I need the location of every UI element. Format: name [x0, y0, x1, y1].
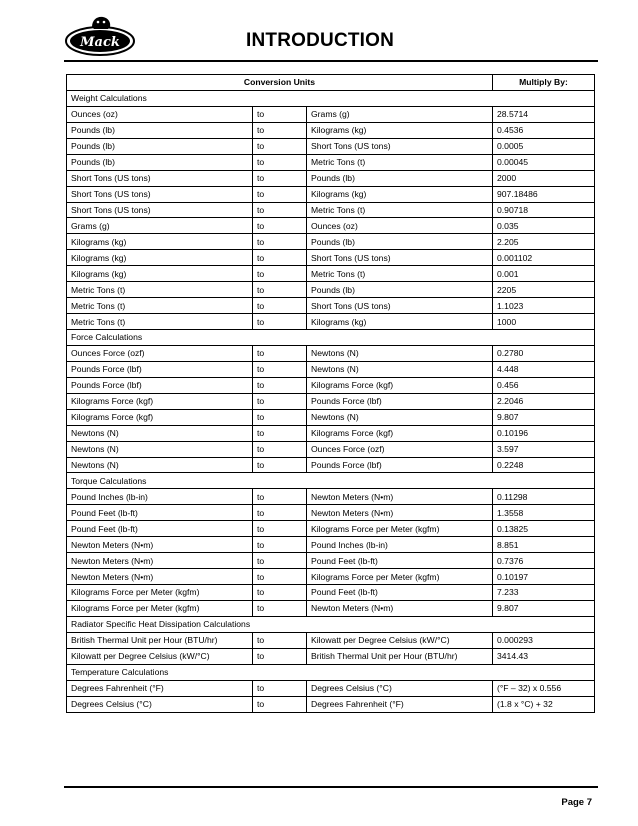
conversion-table — [66, 74, 595, 713]
to-cell: to — [253, 632, 307, 648]
from-unit-cell: Newton Meters (N•m) — [67, 553, 253, 569]
multiply-factor-cell: 1000 — [493, 314, 595, 330]
table-row — [67, 553, 595, 569]
page-number: Page 7 — [561, 797, 592, 808]
to-unit-cell: Short Tons (US tons) — [307, 298, 493, 314]
table-row — [67, 266, 595, 282]
logo-text: Mack — [80, 35, 120, 50]
multiply-factor-cell: 2.2046 — [493, 393, 595, 409]
from-unit-cell: Short Tons (US tons) — [67, 202, 253, 218]
multiply-factor-cell: (1.8 x °C) + 32 — [493, 696, 595, 712]
multiply-factor-cell: 0.456 — [493, 377, 595, 393]
multiply-factor-cell: 0.001 — [493, 266, 595, 282]
table-row — [67, 250, 595, 266]
to-unit-cell: Metric Tons (t) — [307, 202, 493, 218]
to-cell: to — [253, 393, 307, 409]
to-cell: to — [253, 441, 307, 457]
to-cell: to — [253, 425, 307, 441]
to-unit-cell: Ounces (oz) — [307, 218, 493, 234]
header-multiply-by: Multiply By: — [493, 75, 595, 91]
from-unit-cell: Degrees Fahrenheit (°F) — [67, 680, 253, 696]
to-unit-cell: Pound Feet (lb-ft) — [307, 553, 493, 569]
to-cell: to — [253, 282, 307, 298]
header-conversion-units: Conversion Units — [67, 75, 493, 91]
multiply-factor-cell: 28.5714 — [493, 106, 595, 122]
to-cell: to — [253, 489, 307, 505]
from-unit-cell: Pound Inches (lb-in) — [67, 489, 253, 505]
to-unit-cell: Metric Tons (t) — [307, 154, 493, 170]
table-row — [67, 409, 595, 425]
multiply-factor-cell: 1.3558 — [493, 505, 595, 521]
from-unit-cell: Kilograms (kg) — [67, 250, 253, 266]
multiply-factor-cell: 0.4536 — [493, 122, 595, 138]
to-unit-cell: Short Tons (US tons) — [307, 250, 493, 266]
to-unit-cell: Newton Meters (N•m) — [307, 600, 493, 616]
to-unit-cell: Kilograms Force per Meter (kgfm) — [307, 569, 493, 585]
to-cell: to — [253, 170, 307, 186]
table-row — [67, 122, 595, 138]
section-title: Temperature Calculations — [67, 664, 595, 680]
multiply-factor-cell: 0.0005 — [493, 138, 595, 154]
section-row — [67, 90, 595, 106]
to-cell: to — [253, 106, 307, 122]
to-unit-cell: Kilograms (kg) — [307, 186, 493, 202]
from-unit-cell: British Thermal Unit per Hour (BTU/hr) — [67, 632, 253, 648]
to-unit-cell: Newtons (N) — [307, 345, 493, 361]
from-unit-cell: Degrees Celsius (°C) — [67, 696, 253, 712]
from-unit-cell: Newtons (N) — [67, 457, 253, 473]
to-cell: to — [253, 345, 307, 361]
table-row — [67, 680, 595, 696]
to-unit-cell: Degrees Fahrenheit (°F) — [307, 696, 493, 712]
from-unit-cell: Short Tons (US tons) — [67, 170, 253, 186]
to-unit-cell: Short Tons (US tons) — [307, 138, 493, 154]
to-cell: to — [253, 186, 307, 202]
to-cell: to — [253, 266, 307, 282]
table-row — [67, 441, 595, 457]
to-unit-cell: Kilowatt per Degree Celsius (kW/°C) — [307, 632, 493, 648]
from-unit-cell: Kilograms Force per Meter (kgfm) — [67, 585, 253, 601]
from-unit-cell: Short Tons (US tons) — [67, 186, 253, 202]
to-unit-cell: Newtons (N) — [307, 409, 493, 425]
table-row — [67, 393, 595, 409]
footer-rule — [64, 786, 598, 788]
multiply-factor-cell: 2.205 — [493, 234, 595, 250]
from-unit-cell: Newtons (N) — [67, 441, 253, 457]
to-unit-cell: Pounds Force (lbf) — [307, 393, 493, 409]
to-cell: to — [253, 122, 307, 138]
from-unit-cell: Newton Meters (N•m) — [67, 569, 253, 585]
to-unit-cell: Newton Meters (N•m) — [307, 489, 493, 505]
multiply-factor-cell: 0.000293 — [493, 632, 595, 648]
to-unit-cell: Kilograms (kg) — [307, 122, 493, 138]
section-row — [67, 664, 595, 680]
to-unit-cell: Kilograms Force (kgf) — [307, 377, 493, 393]
to-cell: to — [253, 218, 307, 234]
to-cell: to — [253, 377, 307, 393]
from-unit-cell: Kilowatt per Degree Celsius (kW/°C) — [67, 648, 253, 664]
bulldog-icon — [92, 17, 110, 29]
to-cell: to — [253, 298, 307, 314]
table-row — [67, 537, 595, 553]
from-unit-cell: Grams (g) — [67, 218, 253, 234]
table-row — [67, 361, 595, 377]
page-title: INTRODUCTION — [246, 30, 395, 51]
table-row — [67, 154, 595, 170]
multiply-factor-cell: 7.233 — [493, 585, 595, 601]
multiply-factor-cell: 0.10196 — [493, 425, 595, 441]
multiply-factor-cell: 907.18486 — [493, 186, 595, 202]
table-row — [67, 569, 595, 585]
table-row — [67, 521, 595, 537]
to-cell: to — [253, 505, 307, 521]
from-unit-cell: Pounds Force (lbf) — [67, 377, 253, 393]
multiply-factor-cell: 0.001102 — [493, 250, 595, 266]
from-unit-cell: Newtons (N) — [67, 425, 253, 441]
table-row — [67, 585, 595, 601]
to-unit-cell: Kilograms (kg) — [307, 314, 493, 330]
to-cell: to — [253, 537, 307, 553]
to-cell: to — [253, 521, 307, 537]
to-cell: to — [253, 457, 307, 473]
table-row — [67, 138, 595, 154]
to-cell: to — [253, 585, 307, 601]
to-unit-cell: Kilograms Force per Meter (kgfm) — [307, 521, 493, 537]
to-cell: to — [253, 361, 307, 377]
from-unit-cell: Pounds (lb) — [67, 122, 253, 138]
from-unit-cell: Metric Tons (t) — [67, 298, 253, 314]
from-unit-cell: Kilograms Force per Meter (kgfm) — [67, 600, 253, 616]
from-unit-cell: Ounces Force (ozf) — [67, 345, 253, 361]
to-cell: to — [253, 154, 307, 170]
table-row — [67, 648, 595, 664]
table-row — [67, 234, 595, 250]
from-unit-cell: Metric Tons (t) — [67, 314, 253, 330]
header-rule — [64, 60, 598, 62]
multiply-factor-cell: 9.807 — [493, 409, 595, 425]
section-title: Radiator Specific Heat Dissipation Calculations — [67, 616, 595, 632]
table-row — [67, 186, 595, 202]
table-row — [67, 170, 595, 186]
table-row — [67, 505, 595, 521]
multiply-factor-cell: 0.7376 — [493, 553, 595, 569]
table-row — [67, 345, 595, 361]
to-unit-cell: Kilograms Force (kgf) — [307, 425, 493, 441]
from-unit-cell: Kilograms (kg) — [67, 266, 253, 282]
table-row — [67, 377, 595, 393]
from-unit-cell: Pounds (lb) — [67, 154, 253, 170]
to-unit-cell: Pound Feet (lb-ft) — [307, 585, 493, 601]
table-row — [67, 696, 595, 712]
to-cell: to — [253, 409, 307, 425]
to-unit-cell: Pounds (lb) — [307, 170, 493, 186]
to-cell: to — [253, 234, 307, 250]
multiply-factor-cell: 4.448 — [493, 361, 595, 377]
to-cell: to — [253, 250, 307, 266]
table-row — [67, 489, 595, 505]
multiply-factor-cell: 0.10197 — [493, 569, 595, 585]
table-row — [67, 202, 595, 218]
to-unit-cell: Pound Inches (lb-in) — [307, 537, 493, 553]
from-unit-cell: Metric Tons (t) — [67, 282, 253, 298]
multiply-factor-cell: 2205 — [493, 282, 595, 298]
to-cell: to — [253, 696, 307, 712]
to-unit-cell: Degrees Celsius (°C) — [307, 680, 493, 696]
table-row — [67, 632, 595, 648]
multiply-factor-cell: (°F – 32) x 0.556 — [493, 680, 595, 696]
table-row — [67, 600, 595, 616]
section-row — [67, 473, 595, 489]
to-cell: to — [253, 314, 307, 330]
to-unit-cell: Grams (g) — [307, 106, 493, 122]
to-cell: to — [253, 600, 307, 616]
to-unit-cell: Pounds (lb) — [307, 282, 493, 298]
to-cell: to — [253, 569, 307, 585]
mack-logo — [64, 14, 136, 58]
multiply-factor-cell: 0.00045 — [493, 154, 595, 170]
to-cell: to — [253, 138, 307, 154]
multiply-factor-cell: 2000 — [493, 170, 595, 186]
table-row — [67, 457, 595, 473]
to-unit-cell: Pounds Force (lbf) — [307, 457, 493, 473]
table-row — [67, 425, 595, 441]
multiply-factor-cell: 0.035 — [493, 218, 595, 234]
to-cell: to — [253, 648, 307, 664]
section-row — [67, 616, 595, 632]
multiply-factor-cell: 0.11298 — [493, 489, 595, 505]
section-title: Weight Calculations — [67, 90, 595, 106]
section-title: Force Calculations — [67, 330, 595, 346]
from-unit-cell: Pounds Force (lbf) — [67, 361, 253, 377]
table-row — [67, 314, 595, 330]
section-row — [67, 330, 595, 346]
to-unit-cell: Metric Tons (t) — [307, 266, 493, 282]
from-unit-cell: Kilograms Force (kgf) — [67, 393, 253, 409]
to-cell: to — [253, 680, 307, 696]
table-row — [67, 282, 595, 298]
from-unit-cell: Newton Meters (N•m) — [67, 537, 253, 553]
multiply-factor-cell: 0.13825 — [493, 521, 595, 537]
multiply-factor-cell: 8.851 — [493, 537, 595, 553]
section-title: Torque Calculations — [67, 473, 595, 489]
table-row — [67, 298, 595, 314]
multiply-factor-cell: 0.90718 — [493, 202, 595, 218]
from-unit-cell: Pound Feet (lb-ft) — [67, 505, 253, 521]
to-unit-cell: Pounds (lb) — [307, 234, 493, 250]
from-unit-cell: Kilograms (kg) — [67, 234, 253, 250]
multiply-factor-cell: 3414.43 — [493, 648, 595, 664]
table-row — [67, 106, 595, 122]
from-unit-cell: Ounces (oz) — [67, 106, 253, 122]
to-unit-cell: British Thermal Unit per Hour (BTU/hr) — [307, 648, 493, 664]
table-body — [67, 90, 595, 712]
table-header-row — [67, 75, 595, 91]
to-cell: to — [253, 553, 307, 569]
multiply-factor-cell: 3.597 — [493, 441, 595, 457]
multiply-factor-cell: 0.2248 — [493, 457, 595, 473]
multiply-factor-cell: 0.2780 — [493, 345, 595, 361]
from-unit-cell: Pound Feet (lb-ft) — [67, 521, 253, 537]
to-unit-cell: Newton Meters (N•m) — [307, 505, 493, 521]
from-unit-cell: Pounds (lb) — [67, 138, 253, 154]
table-row — [67, 218, 595, 234]
to-cell: to — [253, 202, 307, 218]
to-unit-cell: Ounces Force (ozf) — [307, 441, 493, 457]
multiply-factor-cell: 9.807 — [493, 600, 595, 616]
from-unit-cell: Kilograms Force (kgf) — [67, 409, 253, 425]
multiply-factor-cell: 1.1023 — [493, 298, 595, 314]
mack-logo-graphic — [64, 14, 136, 58]
to-unit-cell: Newtons (N) — [307, 361, 493, 377]
